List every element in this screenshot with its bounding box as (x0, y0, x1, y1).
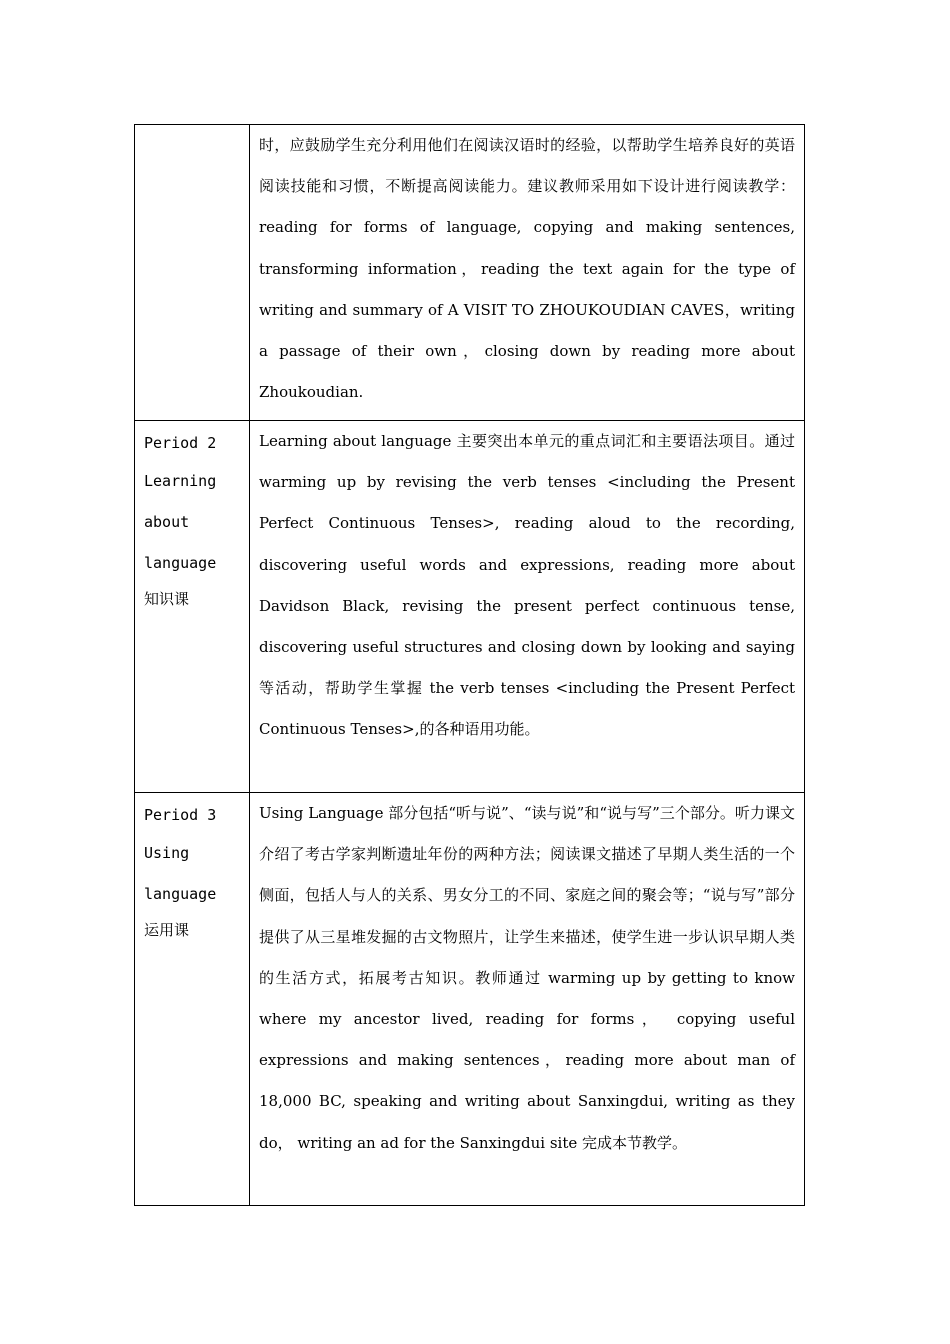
period-label-line: about (144, 513, 190, 531)
table-row (135, 125, 805, 421)
table-row (135, 793, 805, 1206)
period-label-cell (135, 125, 250, 421)
period-description-cell (250, 421, 805, 793)
period-description: 时，应鼓励学生充分利用他们在阅读汉语时的经验，以帮助学生培养良好的英语阅读技能和习惯，不断提高阅读能力。建议教师采用如下设计进行阅读教学：reading for forms of language, copying and making sentences, transforming information，reading the text again for the type of writing and summary of A VISIT TO ZHOUKOUDIAN CAVES，writing a passage of their own，closing down by reading more about Zhoukoudian. (259, 136, 795, 402)
period-description: Learning about language 主要突出本单元的重点词汇和主要语法项目。通过 warming up by revising the verb tenses <including the Present Perfect Continuous Tenses>, reading aloud to the recording, discovering useful words and expressions, reading more about Davidson Black, revising the present perfect continuous tense, discovering useful structures and closing down by looking and saying 等活动，帮助学生掌握 the verb tenses <including the Present Perfect Continuous Tenses>,的各种语用功能。 (259, 432, 795, 739)
period-label-line: 知识课 (144, 590, 190, 608)
table-row (135, 421, 805, 793)
period-label-line: Using (144, 844, 190, 862)
lesson-plan-table (134, 124, 805, 1206)
period-label-line: language (144, 554, 217, 572)
period-label-cell (135, 793, 250, 1206)
period-label-line: Learning (144, 472, 217, 490)
period-label-line: language (144, 885, 217, 903)
period-label-line: 运用课 (144, 921, 190, 939)
period-label-cell (135, 421, 250, 793)
period-description-cell (250, 793, 805, 1206)
period-label-line: Period 2 (144, 434, 217, 452)
period-description-cell (250, 125, 805, 421)
period-label-line: Period 3 (144, 806, 217, 824)
period-description: Using Language 部分包括“听与说”、“读与说”和“说与写”三个部分。听力课文介绍了考古学家判断遗址年份的两种方法；阅读课文描述了早期人类生活的一个侧面，包括人与人的关系、男女分工的不同、家庭之间的聚会等；“说与写”部分提供了从三星堆发掘的古文物照片，让学生来描述，使学生进一步认识早期人类的生活方式，拓展考古知识。教师通过 warming up by getting to know where my ancestor lived, reading for forms， copying useful expressions and making sentences，reading more about man of 18,000 BC, speaking and writing about Sanxingdui, writing as they do， writing an ad for the Sanxingdui site 完成本节教学。 (259, 804, 795, 1152)
